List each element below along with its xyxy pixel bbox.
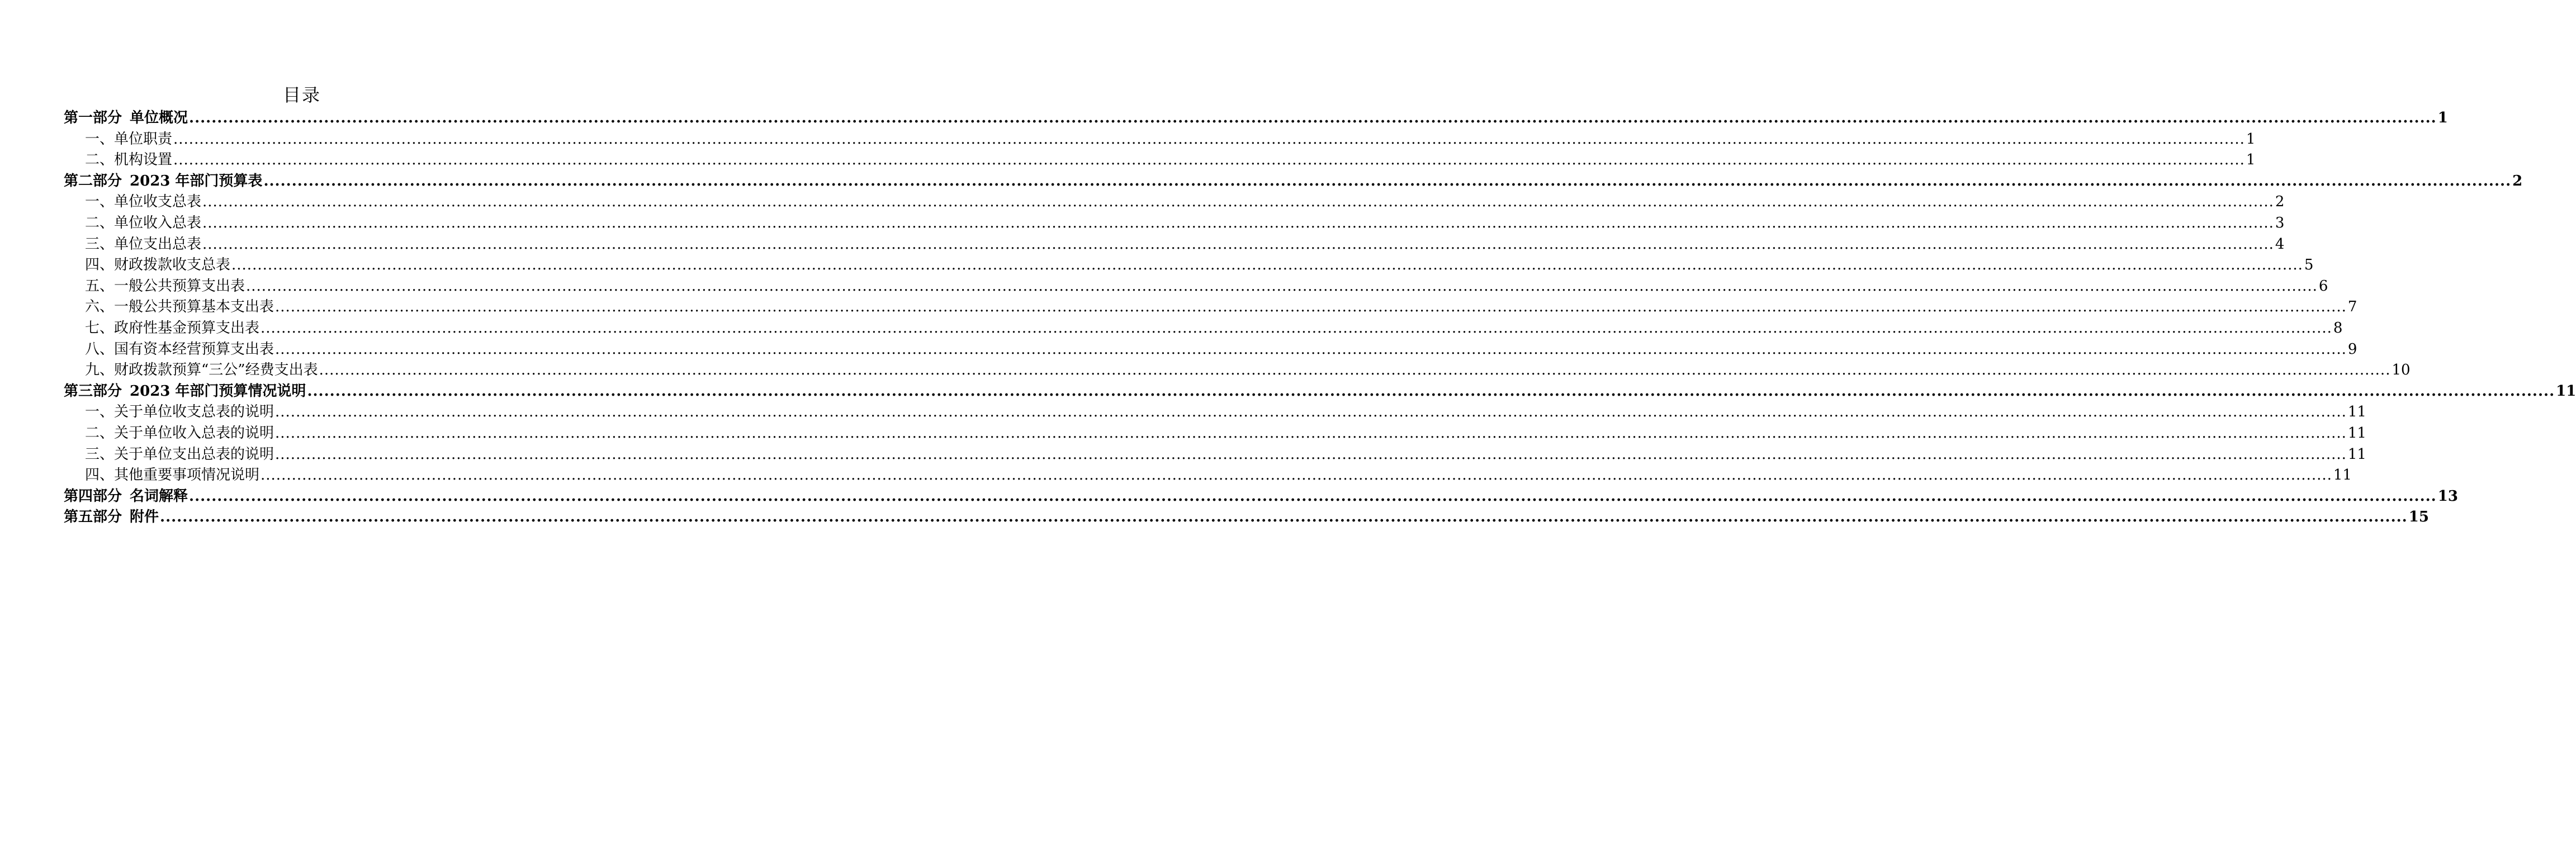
toc-entry-title: 一、关于单位收支总表的说明 xyxy=(85,404,274,421)
toc-entry-title: 六、一般公共预算基本支出表 xyxy=(85,298,274,316)
toc-entry-label xyxy=(64,507,159,528)
toc-entry-title: 四、财政拨款收支总表 xyxy=(85,257,231,274)
toc-entry-label xyxy=(85,276,245,297)
dot-leader: ................................................................................................................................................................................................................................................................................................................................................................................................................ xyxy=(202,193,2274,211)
dot-leader: ................................................................................................................................................................................................................................................................................................................................................................................................................ xyxy=(202,214,2274,231)
toc-page-number: 1 xyxy=(2246,151,2256,169)
toc-entry-title: 七、政府性基金预算支出表 xyxy=(85,319,260,336)
toc-subsection-entry[interactable] xyxy=(64,234,2285,255)
dot-leader: ................................................................................................................................................................................................................................................................................................................................................................................................................ xyxy=(173,130,2245,148)
toc-section-entry[interactable] xyxy=(64,381,2576,402)
dot-leader: ................................................................................................................................................................................................................................................................................................................................................................................................................ xyxy=(173,151,2245,169)
dot-leader: ................................................................................................................................................................................................................................................................................................................................................................................................................ xyxy=(275,404,2347,421)
toc-page-number: 6 xyxy=(2318,277,2328,295)
toc-entry-label xyxy=(85,297,274,318)
toc-section-entry[interactable] xyxy=(64,171,2523,192)
toc-entry-title: 三、单位支出总表 xyxy=(85,235,202,253)
toc-entry-title: 二、机构设置 xyxy=(85,151,173,169)
toc-entry-title: 2023 年部门预算表 xyxy=(130,172,263,189)
toc-subsection-entry[interactable] xyxy=(64,360,2411,381)
toc-page-number: 4 xyxy=(2275,235,2285,253)
toc-entry-label xyxy=(64,108,188,129)
toc-entry-title: 四、其他重要事项情况说明 xyxy=(85,467,260,484)
toc-subsection-entry[interactable] xyxy=(64,192,2285,213)
toc-entry-title: 2023 年部门预算情况说明 xyxy=(130,382,306,400)
dot-leader: ................................................................................................................................................................................................................................................................................................................................................................................................................ xyxy=(261,467,2332,484)
toc-subsection-entry[interactable] xyxy=(64,339,2357,360)
toc-section-entry[interactable] xyxy=(64,108,2448,129)
dot-leader: ................................................................................................................................................................................................................................................................................................................................................................................................................ xyxy=(246,277,2318,295)
toc-page-number: 2 xyxy=(2275,193,2285,211)
toc-entry-label xyxy=(85,402,274,423)
toc-entry-label xyxy=(85,234,201,255)
toc-subsection-entry[interactable] xyxy=(64,444,2366,466)
toc-entry-title: 八、国有资本经营预算支出表 xyxy=(85,340,274,358)
toc-page-number: 5 xyxy=(2304,257,2314,274)
toc-entry-title: 五、一般公共预算支出表 xyxy=(85,277,245,295)
toc-entry-label xyxy=(85,192,201,213)
toc-subsection-entry[interactable] xyxy=(64,255,2314,276)
toc-page-number: 15 xyxy=(2408,509,2429,526)
dot-leader: ................................................................................................................................................................................................................................................................................................................................................................................................................ xyxy=(275,298,2347,316)
toc-part-number: 第五部分 xyxy=(64,509,122,526)
page-title: 目录 xyxy=(282,84,321,106)
toc-page-number: 3 xyxy=(2275,214,2285,231)
toc-entry-label xyxy=(64,486,188,507)
toc-entry-label xyxy=(85,129,172,150)
toc-entry-label xyxy=(85,213,201,234)
toc-page-number: 8 xyxy=(2333,319,2343,336)
toc-section-entry[interactable] xyxy=(64,507,2429,528)
toc-part-number: 第二部分 xyxy=(64,172,122,189)
toc-subsection-entry[interactable] xyxy=(64,297,2357,318)
toc-entry-label xyxy=(85,360,318,381)
dot-leader: ................................................................................................................................................................................................................................................................................................................................................................................................................ xyxy=(275,445,2347,463)
dot-leader: ................................................................................................................................................................................................................................................................................................................................................................................................................ xyxy=(275,340,2347,358)
toc-page-number: 11 xyxy=(2347,404,2366,421)
dot-leader: ................................................................................................................................................................................................................................................................................................................................................................................................................ xyxy=(231,257,2303,274)
dot-leader: ................................................................................................................................................................................................................................................................................................................................................................................................................ xyxy=(189,487,2437,505)
dot-leader: ................................................................................................................................................................................................................................................................................................................................................................................................................ xyxy=(263,172,2512,189)
dot-leader: ................................................................................................................................................................................................................................................................................................................................................................................................................ xyxy=(319,362,2391,379)
toc-entry-label xyxy=(64,381,306,402)
toc-entry-label xyxy=(64,171,262,192)
toc-subsection-entry[interactable] xyxy=(64,402,2366,423)
toc-entry-title: 三、关于单位支出总表的说明 xyxy=(85,445,274,463)
toc-entry-title: 一、单位收支总表 xyxy=(85,193,202,211)
toc-page-number: 7 xyxy=(2347,298,2357,316)
toc-page-number: 11 xyxy=(2333,467,2352,484)
toc-section-entry[interactable] xyxy=(64,486,2458,507)
toc-page-number: 2 xyxy=(2512,172,2523,189)
toc-subsection-entry[interactable] xyxy=(64,318,2343,339)
toc-entry-title: 单位概况 xyxy=(130,110,188,126)
toc-entry-label xyxy=(85,339,274,360)
toc-entry-title: 二、关于单位收入总表的说明 xyxy=(85,424,274,442)
toc-entry-title: 一、单位职责 xyxy=(85,130,173,148)
toc-subsection-entry[interactable] xyxy=(64,129,2256,150)
toc-entry-label xyxy=(85,150,172,171)
toc-entry-title: 九、财政拨款预算“三公”经费支出表 xyxy=(85,362,318,379)
toc-page-number: 11 xyxy=(2347,445,2366,463)
dot-leader: ................................................................................................................................................................................................................................................................................................................................................................................................................ xyxy=(261,319,2332,336)
toc-subsection-entry[interactable] xyxy=(64,150,2256,171)
toc-entry-label xyxy=(85,465,259,486)
toc-entry-label xyxy=(85,423,274,444)
toc-subsection-entry[interactable] xyxy=(64,423,2366,444)
toc-page-number: 1 xyxy=(2437,110,2448,126)
toc-entry-title: 名词解释 xyxy=(130,487,188,505)
toc-subsection-entry[interactable] xyxy=(64,465,2352,486)
dot-leader: ................................................................................................................................................................................................................................................................................................................................................................................................................ xyxy=(202,235,2274,253)
toc-part-number: 第四部分 xyxy=(64,487,122,505)
toc-page-number: 13 xyxy=(2437,487,2458,505)
toc-part-number: 第三部分 xyxy=(64,382,122,400)
toc-entry-label xyxy=(85,255,230,276)
toc-entry-label xyxy=(85,318,259,339)
toc-entry-label xyxy=(85,444,274,466)
toc-entry-title: 二、单位收入总表 xyxy=(85,214,202,231)
dot-leader: ................................................................................................................................................................................................................................................................................................................................................................................................................ xyxy=(189,110,2437,126)
table-of-contents xyxy=(64,108,2576,528)
toc-entry-title: 附件 xyxy=(130,509,159,526)
dot-leader: ................................................................................................................................................................................................................................................................................................................................................................................................................ xyxy=(307,382,2555,400)
toc-page-number: 11 xyxy=(2556,382,2576,400)
dot-leader: ................................................................................................................................................................................................................................................................................................................................................................................................................ xyxy=(160,509,2408,526)
toc-page-number: 1 xyxy=(2246,130,2256,148)
toc-page-number: 11 xyxy=(2347,424,2366,442)
toc-part-number: 第一部分 xyxy=(64,110,122,126)
dot-leader: ................................................................................................................................................................................................................................................................................................................................................................................................................ xyxy=(275,424,2347,442)
toc-subsection-entry[interactable] xyxy=(64,276,2328,297)
toc-page-number: 9 xyxy=(2347,340,2357,358)
toc-page-number: 10 xyxy=(2392,362,2411,379)
toc-subsection-entry[interactable] xyxy=(64,213,2285,234)
